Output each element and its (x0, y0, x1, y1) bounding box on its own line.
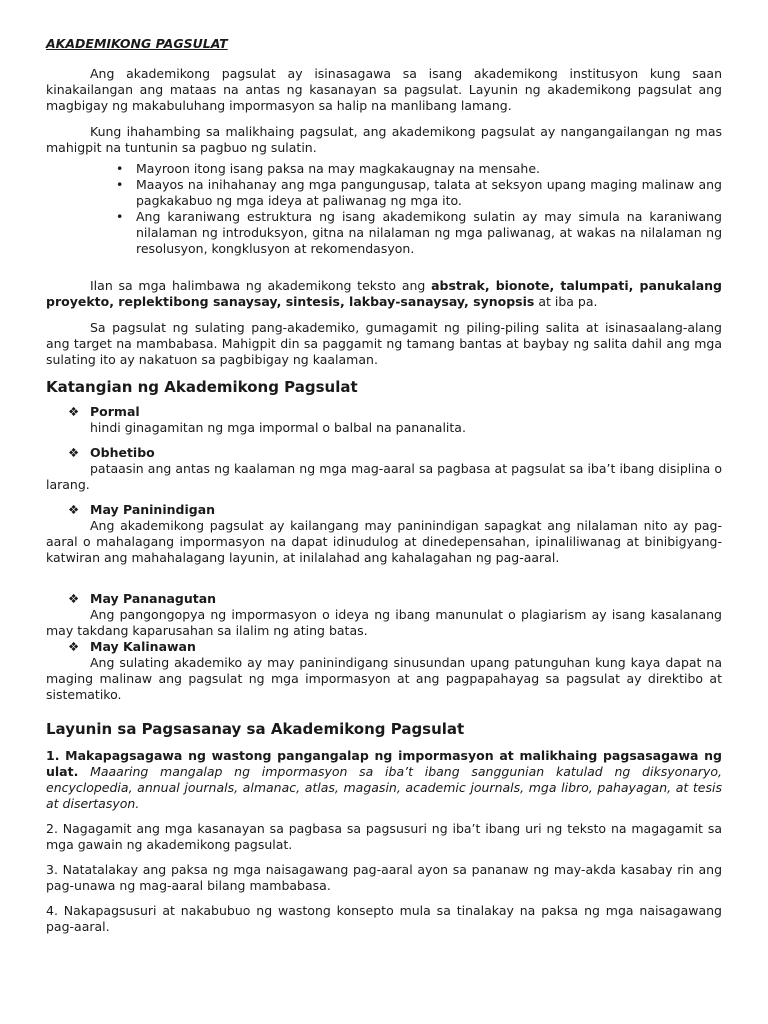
bullet-icon: • (116, 177, 124, 192)
trait-body-pormal: hindi ginagamitan ng mga impormal o balbal na pananalita. (90, 420, 466, 435)
trait-body-pananagutan: Ang pangongopya ng impormasyon o ideya ng ibang manunulat o plagiarism ay isang kasalanang may takdang kaparusahan sa ilalim ng ating batas. (46, 607, 722, 638)
diamond-bullet-icon: ❖ (68, 404, 80, 419)
section-heading-layunin: Layunin sa Pagsasanay sa Akademikong Pagsulat (46, 720, 465, 738)
goal-item-1: 1. Makapagsagawa ng wastong pangangalap ng impormasyon at malikhaing pagsasagawa ng ulat. Maaaring mangalap ng impormasyon sa iba’t ibang sanggunian katulad ng diksyonaryo, encyclopedia, annual journals, almanac, atlas, magasin, academic journals, mga libro, pahayagan, at tesis at disertasyon. (46, 748, 722, 811)
intro-paragraph-4: Sa pagsulat ng sulating pang-akademiko, gumagamit ng piling-piling salita at isinasaalang-alang ang target na mambabasa. Mahigpit din sa paggamit ng tamang bantas at baybay ng salita dahil ang mga sulating ito ay nakatuon sa pagbibigay ng kaalaman. (46, 320, 722, 367)
trait-body-paninindigan: Ang akademikong pagsulat ay kailangang may paninindigan sapagkat ang nilalaman nito ay pag-aaral o mahalagang impormasyon na dapat idinudulog at dinedepensahan, ipinaliliwanag at binibigyang-katwiran ang mahahalagang layunin, at inilalahad ang kahalagahan ng pag-aaral. (46, 518, 722, 565)
bullet-icon: • (116, 161, 124, 176)
document-title: AKADEMIKONG PAGSULAT (46, 36, 228, 51)
goal-item-2: 2. Nagagamit ang mga kasanayan sa pagbasa sa pagsusuri ng iba’t ibang uri ng teksto na magagamit sa mga gawain ng akademikong pagsulat. (46, 821, 722, 852)
diamond-bullet-icon: ❖ (68, 639, 80, 654)
diamond-bullet-icon: ❖ (68, 445, 80, 460)
examples-paragraph: Ilan sa mga halimbawa ng akademikong teksto ang abstrak, bionote, talumpati, panukalang proyekto, replektibong sanaysay, sintesis, lakbay-sanaysay, synopsis at iba pa. (46, 278, 722, 309)
list-item: • Ang karaniwang estruktura ng isang akademikong sulatin ay may simula na karaniwang nilalaman ng introduksyon, gitna na nilalaman ng mga paliwanag, at wakas na nilalaman ng resolusyon, kongklusyon at rekomendasyon. (116, 209, 722, 256)
section-heading-katangian: Katangian ng Akademikong Pagsulat (46, 378, 358, 396)
trait-heading-paninindigan: ❖ May Paninindigan (68, 502, 216, 517)
trait-body-kalinawan: Ang sulating akademiko ay may paninindigang sinusundan upang patunguhan kung kaya dapat na maging malinaw ang pagsulat ng mga impormasyon at ang pagpapahayag sa pagsulat ay direktibo at sistematiko. (46, 655, 722, 702)
diamond-bullet-icon: ❖ (68, 591, 80, 606)
bullet-icon: • (116, 209, 124, 224)
examples-list-bold: abstrak, bionote, talumpati, panukalang proyekto, replektibong sanaysay, sintesis, lakbay-sanaysay, synopsis (46, 278, 722, 309)
list-item: • Mayroon itong isang paksa na may magkakaugnay na mensahe. (116, 161, 541, 176)
intro-paragraph-1: Ang akademikong pagsulat ay isinasagawa sa isang akademikong institusyon kung saan kinakailangan ang mataas na antas ng kasanayan sa pagsulat. Layunin ng akademikong pagsulat ang magbigay ng makabuluhang impormasyon sa halip na manlibang lamang. (46, 66, 722, 113)
goal-item-3: 3. Natatalakay ang paksa ng mga naisagawang pag-aaral ayon sa pananaw ng may-akda kasabay rin ang pag-unawa ng mag-aaral bilang mambabasa. (46, 862, 722, 893)
trait-body-obhetibo: pataasin ang antas ng kaalaman ng mga mag-aaral sa pagbasa at pagsulat sa iba’t ibang disiplina o larang. (46, 461, 722, 492)
trait-heading-obhetibo: ❖ Obhetibo (68, 445, 155, 460)
diamond-bullet-icon: ❖ (68, 502, 80, 517)
feature-bullet-list (116, 161, 722, 257)
intro-paragraph-2: Kung ihahambing sa malikhaing pagsulat, ang akademikong pagsulat ay nangangailangan ng mas mahigpit na tuntunin sa pagbuo ng sulatin. (46, 124, 722, 155)
trait-heading-pormal: ❖ Pormal (68, 404, 140, 419)
list-item: • Maayos na inihahanay ang mga pangungusap, talata at seksyon upang maging malinaw ang pagkakabuo ng mga ideya at paliwanag ng mga ito. (116, 177, 722, 208)
goal-item-4: 4. Nakapagsusuri at nakabubuo ng wastong konsepto mula sa tinalakay na paksa ng mga naisagawang pag-aaral. (46, 903, 722, 934)
trait-heading-pananagutan: ❖ May Pananagutan (68, 591, 217, 606)
trait-heading-kalinawan: ❖ May Kalinawan (68, 639, 196, 654)
